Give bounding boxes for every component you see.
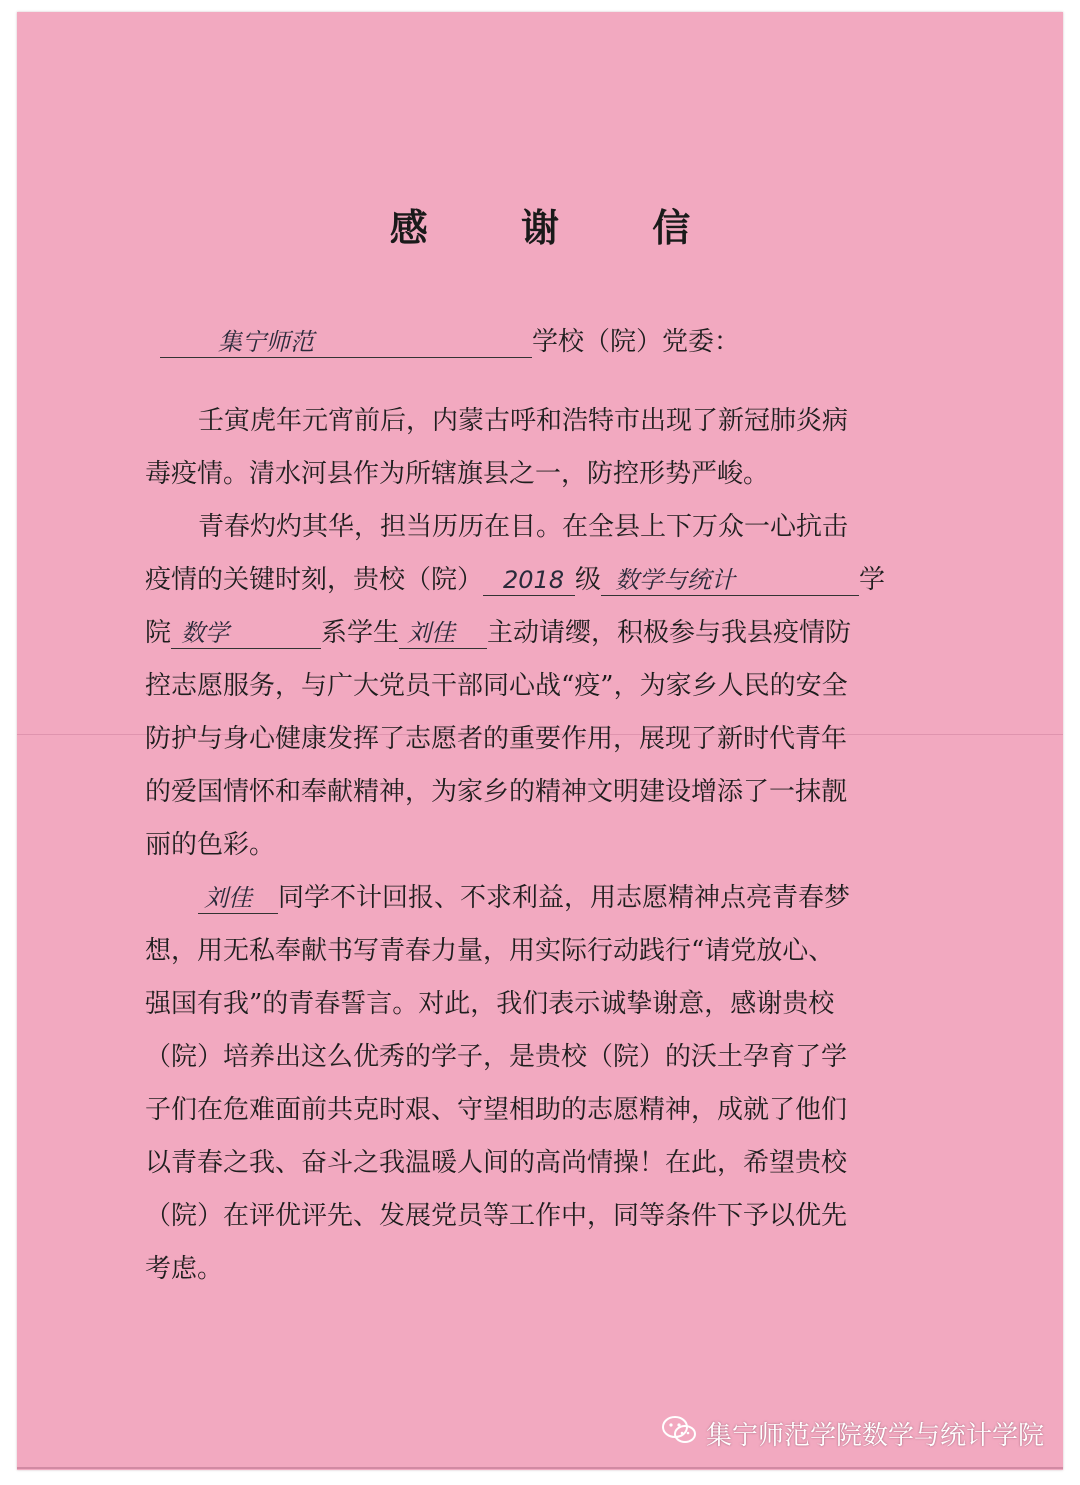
p2-line3-prefix: 院 xyxy=(145,618,172,648)
student-name-handwritten-2: 刘佳 xyxy=(198,883,278,914)
p2-line5: 防护与身心健康发挥了志愿者的重要作用，展现了新时代青年 xyxy=(145,724,848,754)
p2-line6: 的爱国情怀和奉献精神，为家乡的精神文明建设增添了一抹靓 xyxy=(145,777,848,807)
p2-line2-mid: 级 xyxy=(575,565,602,595)
year-handwritten: 2018 xyxy=(483,565,575,596)
p2-line2-suffix: 学 xyxy=(859,565,886,595)
fold-crease-bottom xyxy=(17,1467,1063,1469)
letter-title: 感 谢 信 xyxy=(389,206,731,250)
wechat-watermark xyxy=(662,1415,1044,1452)
wechat-icon xyxy=(662,1415,696,1452)
p3-line7: （院）在评优评先、发展党员等工作中，同等条件下予以优先 xyxy=(145,1201,848,1231)
p2-line7: 丽的色彩。 xyxy=(145,830,276,860)
p2-line3-mid: 系学生 xyxy=(321,618,400,648)
p3-line6: 以青春之我、奋斗之我温暖人间的高尚情操！在此，希望贵校 xyxy=(145,1148,848,1178)
student-name-handwritten: 刘佳 xyxy=(399,618,487,649)
salutation-suffix: 学校（院）党委： xyxy=(532,327,741,357)
p2-line2-prefix: 疫情的关键时刻，贵校（院） xyxy=(145,565,484,595)
p3-line8: 考虑。 xyxy=(145,1254,224,1284)
p3-line1 xyxy=(198,872,850,925)
college-handwritten: 数学与统计 xyxy=(601,565,859,596)
watermark-text: 集宁师范学院数学与统计学院 xyxy=(705,1421,1044,1451)
p3-line4: （院）培养出这么优秀的学子，是贵校（院）的沃土孕育了学 xyxy=(145,1042,848,1072)
letter-paper xyxy=(17,12,1063,1470)
p3-line5: 子们在危难面前共克时艰、守望相助的志愿精神，成就了他们 xyxy=(145,1095,848,1125)
department-handwritten: 数学 xyxy=(171,618,321,649)
p3-line2: 想，用无私奉献书写青春力量，用实际行动践行“请党放心、 xyxy=(145,936,835,966)
p2-line3-suffix: 主动请缨，积极参与我县疫情防 xyxy=(487,618,852,648)
school-name-handwritten: 集宁师范 xyxy=(160,327,532,358)
p2-line1: 青春灼灼其华，担当历历在目。在全县上下万众一心抗击 xyxy=(198,512,849,542)
p1-line1: 壬寅虎年元宵前后，内蒙古呼和浩特市出现了新冠肺炎病 xyxy=(198,406,849,436)
p1-line2: 毒疫情。清水河县作为所辖旗县之一，防控形势严峻。 xyxy=(145,459,770,489)
p3-line3: 强国有我”的青春誓言。对此，我们表示诚挚谢意，感谢贵校 xyxy=(145,989,835,1019)
p3-line1-suffix: 同学不计回报、不求利益，用志愿精神点亮青春梦 xyxy=(278,883,851,913)
salutation-line xyxy=(160,316,740,369)
p2-line4: 控志愿服务，与广大党员干部同心战“疫”，为家乡人民的安全 xyxy=(145,671,848,701)
p2-line2 xyxy=(145,554,885,607)
p2-line3 xyxy=(145,607,851,660)
